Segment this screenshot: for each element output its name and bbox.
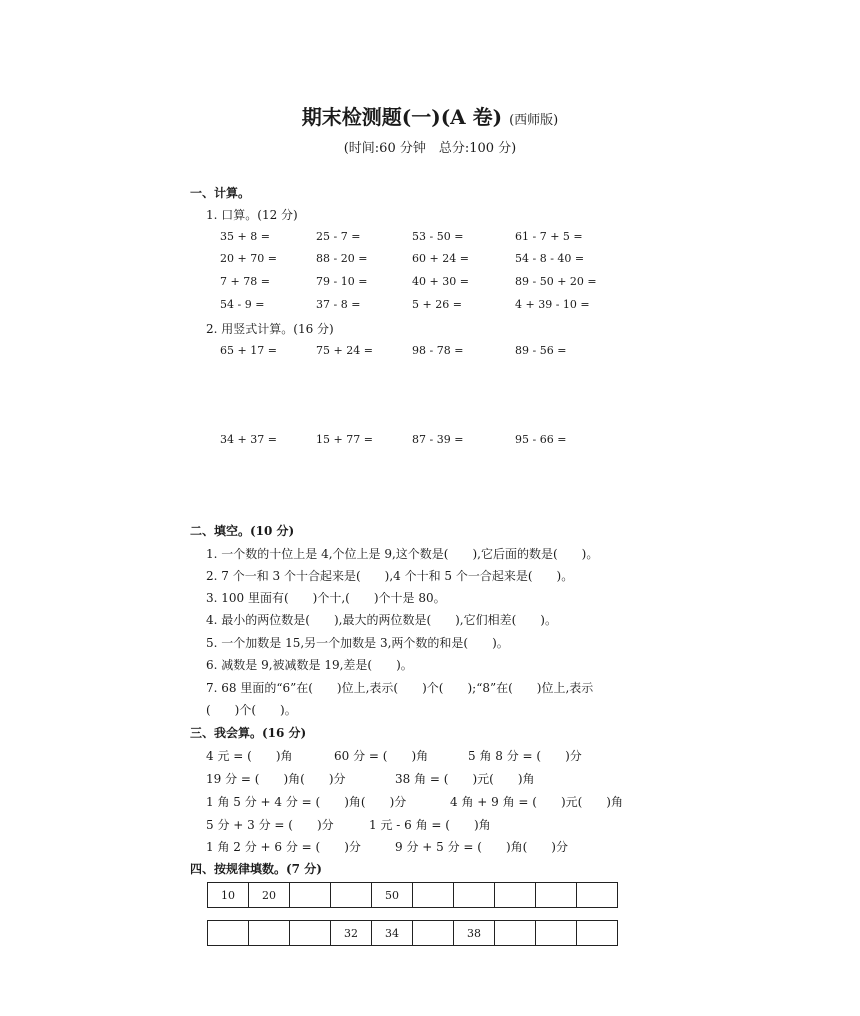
oral-calc-item: 40 + 30 = [412,275,469,288]
table-cell [290,921,331,946]
table-cell: 20 [249,883,290,908]
pattern-table-1 [207,882,618,908]
exam-time-score: (时间:60 分钟 总分:100 分) [343,141,517,156]
table-cell [331,883,372,908]
table-cell [249,921,290,946]
table-cell [413,921,454,946]
fill-blank-item: 1. 一个数的十位上是 4,个位上是 9,这个数是( ),它后面的数是( )。 [206,547,599,561]
oral-calc-item: 20 + 70 = [220,252,277,265]
table-cell: 32 [331,921,372,946]
vertical-calc-item: 65 + 17 = [220,344,277,357]
oral-calc-item: 61 - 7 + 5 = [515,230,583,243]
table-cell: 38 [454,921,495,946]
vertical-calc-item: 89 - 56 = [515,344,567,357]
fill-blank-item: 5. 一个加数是 15,另一个加数是 3,两个数的和是( )。 [206,636,509,650]
table-cell [413,883,454,908]
vertical-calc-item: 15 + 77 = [316,433,373,446]
section1-part1-heading: 1. 口算。(12 分) [206,208,298,222]
table-cell: 10 [208,883,249,908]
table-row [208,921,618,946]
money-calc-item: 19 分 = ( )角( )分 [206,772,346,786]
table-cell [536,921,577,946]
oral-calc-item: 88 - 20 = [316,252,368,265]
table-row [208,883,618,908]
section1-part2-heading: 2. 用竖式计算。(16 分) [206,322,334,336]
table-cell: 34 [372,921,413,946]
table-cell [208,921,249,946]
fill-blank-item: 7. 68 里面的“6”在( )位上,表示( )个( );“8”在( )位上,表示 [206,681,594,695]
section4-heading: 四、按规律填数。(7 分) [190,862,322,876]
table-cell [577,921,618,946]
oral-calc-item: 4 + 39 - 10 = [515,298,590,311]
table-cell [536,883,577,908]
money-calc-item: 5 分 + 3 分 = ( )分 [206,818,334,832]
money-calc-item: 1 元 - 6 角 = ( )角 [369,818,491,832]
oral-calc-item: 79 - 10 = [316,275,368,288]
vertical-calc-item: 87 - 39 = [412,433,464,446]
oral-calc-item: 5 + 26 = [412,298,462,311]
fill-blank-item: 2. 7 个一和 3 个十合起来是( ),4 个十和 5 个一合起来是( )。 [206,569,574,583]
pattern-table-2 [207,920,618,946]
oral-calc-item: 7 + 78 = [220,275,270,288]
oral-calc-item: 25 - 7 = [316,230,361,243]
table-cell [454,883,495,908]
money-calc-item: 60 分 = ( )角 [334,749,429,763]
oral-calc-item: 54 - 8 - 40 = [515,252,585,265]
money-calc-item: 5 角 8 分 = ( )分 [468,749,582,763]
fill-blank-item: 6. 减数是 9,被减数是 19,差是( )。 [206,658,413,672]
edition-label: (西师版) [509,113,559,128]
fill-blank-item-continued: ( )个( )。 [206,703,297,717]
table-cell [495,883,536,908]
oral-calc-item: 53 - 50 = [412,230,464,243]
money-calc-item: 1 角 5 分 + 4 分 = ( )角( )分 [206,795,407,809]
exam-title: 期末检测题(一)(A 卷) [301,105,503,129]
money-calc-item: 1 角 2 分 + 6 分 = ( )分 [206,840,361,854]
oral-calc-item: 54 - 9 = [220,298,265,311]
vertical-calc-item: 98 - 78 = [412,344,464,357]
vertical-calc-item: 75 + 24 = [316,344,373,357]
vertical-calc-item: 95 - 66 = [515,433,567,446]
section1-heading: 一、计算。 [190,186,251,200]
oral-calc-item: 37 - 8 = [316,298,361,311]
oral-calc-item: 35 + 8 = [220,230,270,243]
fill-blank-item: 4. 最小的两位数是( ),最大的两位数是( ),它们相差( )。 [206,613,557,627]
fill-blank-item: 3. 100 里面有( )个十,( )个十是 80。 [206,591,446,605]
money-calc-item: 4 角 + 9 角 = ( )元( )角 [450,795,623,809]
page-title [0,101,860,130]
section3-heading: 三、我会算。(16 分) [190,726,307,740]
table-cell: 50 [372,883,413,908]
table-cell [290,883,331,908]
table-cell [577,883,618,908]
oral-calc-item: 60 + 24 = [412,252,469,265]
oral-calc-item: 89 - 50 + 20 = [515,275,597,288]
table-cell [495,921,536,946]
money-calc-item: 38 角 = ( )元( )角 [395,772,535,786]
section2-heading: 二、填空。(10 分) [190,524,295,538]
vertical-calc-item: 34 + 37 = [220,433,277,446]
money-calc-item: 9 分 + 5 分 = ( )角( )分 [395,840,568,854]
money-calc-item: 4 元 = ( )角 [206,749,293,763]
